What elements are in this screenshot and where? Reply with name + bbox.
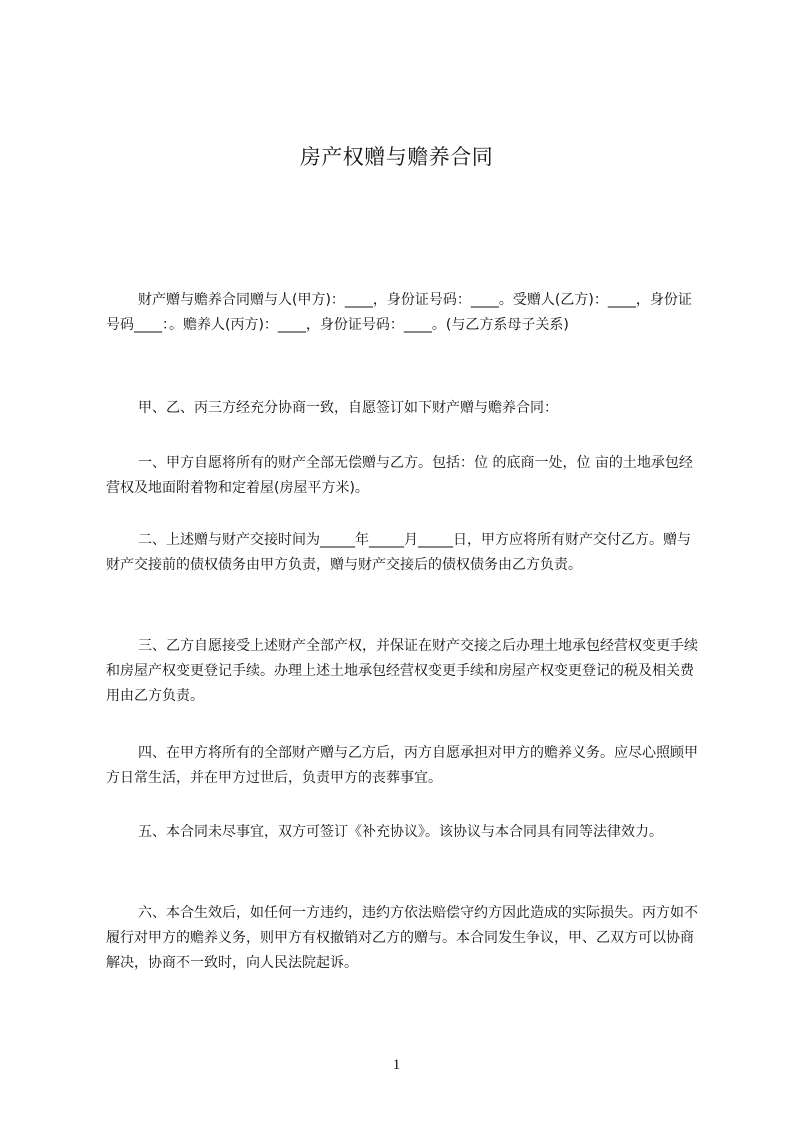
paragraph-clause-6: 六、本合生效后，如任何一方违约，违约方依法赔偿守约方因此造成的实际损失。丙方如不履行对甲方的赡养义务，则甲方有权撤销对乙方的赠与。本合同发生争议，甲、乙双方可以协商解决，协商不一致时，向人民法院起诉。 bbox=[106, 905, 698, 971]
paragraph-clause-4: 四、在甲方将所有的全部财产赠与乙方后，丙方自愿承担对甲方的赡养义务。应尽心照顾甲方日常生活，并在甲方过世后，负责甲方的丧葬事宜。 bbox=[106, 745, 698, 786]
paragraph-clause-2: 二、上述赠与财产交接时间为_____年_____月_____日，甲方应将所有财产交付乙方。赠与财产交接前的债权债务由甲方负责，赠与财产交接后的债权债务由乙方负责。 bbox=[106, 532, 691, 573]
paragraph-intro: 甲、乙、丙三方经充分协商一致，自愿签订如下财产赠与赡养合同： bbox=[138, 400, 558, 416]
paragraph-clause-5: 五、本合同未尽事宜，双方可签订《补充协议》。该协议与本合同具有同等法律效力。 bbox=[138, 824, 663, 840]
page-number: 1 bbox=[392, 1057, 401, 1073]
document-title: 房产权赠与赡养合同 bbox=[299, 145, 494, 169]
paragraph-clause-1: 一、甲方自愿将所有的财产全部无偿赠与乙方。包括：位 的底商一处，位 亩的土地承包经营权及地面附着物和定着屋(房屋平方米)。 bbox=[106, 455, 693, 496]
paragraph-clause-3: 三、乙方自愿接受上述财产全部产权，并保证在财产交接之后办理土地承包经营权变更手续和房屋产权变更登记手续。办理上述土地承包经营权变更手续和房屋产权变更登记的税及相关费用由乙方负责。 bbox=[106, 638, 698, 704]
paragraph-parties: 财产赠与赡养合同赠与人(甲方)：____，身份证号码：____。受赠人(乙方)：____，身份证号码____：。赡养人(丙方)：____，身份证号码：____。(与乙方系母子关系) bbox=[106, 292, 692, 333]
